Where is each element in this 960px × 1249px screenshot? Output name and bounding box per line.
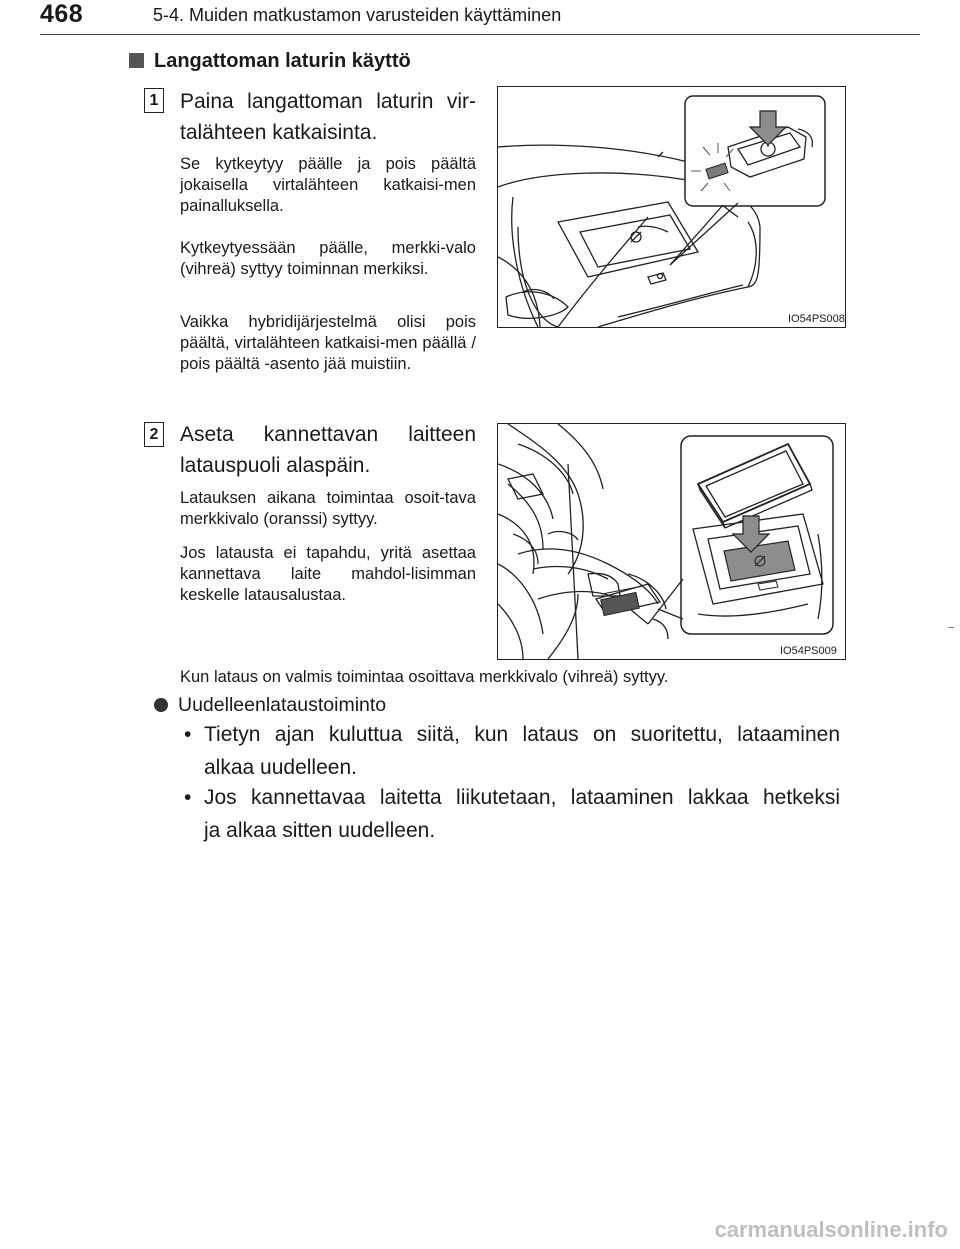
step-1-badge: 1 — [144, 88, 164, 113]
step-1-instruction-line-2: talähteen katkaisinta. — [180, 121, 378, 144]
figure-charger-switch — [497, 86, 846, 328]
step-2-instruction-line-1: Aseta kannettavan laitteen — [180, 423, 476, 446]
step-2-badge: 2 — [144, 422, 164, 447]
page-number: 468 — [40, 0, 84, 28]
step-2-note-1: Latauksen aikana toimintaa osoit-tava merkkivalo (oranssi) syttyy. — [180, 489, 476, 528]
figure-phone-placement — [497, 423, 846, 660]
step-1-note-2: Kytkeytyessään päälle, merkki-valo (vihreä) syttyy toiminnan merkiksi. — [180, 239, 476, 278]
step-1-note-3: Vaikka hybridijärjestelmä olisi pois päältä, virtalähteen katkaisi-men päällä / pois päältä -asento jää muistiin. — [180, 313, 476, 373]
bullet-marker: • — [184, 786, 192, 809]
recharge-item-1-line-2: alkaa uudelleen. — [204, 756, 357, 779]
section-title-text: Langattoman laturin käyttö — [154, 50, 411, 72]
chapter-title: 5-4. Muiden matkustamon varusteiden käyttäminen — [153, 5, 562, 25]
step-2-note-2: Jos latausta ei tapahdu, yritä asettaa kannettava laite mahdol-lisimman keskelle latausalustaa. — [180, 544, 476, 604]
recharge-item-1 — [184, 718, 840, 784]
recharge-item-2-line-1: Jos kannettavaa laitetta liikutetaan, lataaminen lakkaa hetkeksi — [204, 786, 840, 809]
recharge-item-2 — [184, 781, 840, 847]
round-bullet-icon — [154, 698, 168, 712]
step-1-instruction-line-1: Paina langattoman laturin vir- — [180, 90, 476, 113]
recharge-item-2-line-2: ja alkaa sitten uudelleen. — [204, 819, 436, 842]
recharge-heading-text: Uudelleenlataustoiminto — [178, 694, 387, 716]
figure-2-code: IO54PS009 — [780, 645, 837, 657]
recharge-heading — [154, 694, 386, 717]
step-1-note-1: Se kytkeytyy päälle ja pois päältä jokaisella virtalähteen katkaisi-men painalluksella. — [180, 155, 476, 215]
phone-placement-illustration — [498, 424, 845, 659]
square-bullet-icon — [129, 53, 144, 68]
header-divider — [40, 34, 920, 35]
watermark: carmanualsonline.info — [714, 1217, 948, 1242]
charger-switch-illustration — [498, 87, 845, 327]
margin-mark — [948, 627, 954, 628]
section-title — [129, 50, 411, 73]
recharge-item-1-line-1: Tietyn ajan kuluttua siitä, kun lataus on suoritettu, lataaminen — [204, 723, 840, 746]
bullet-marker: • — [184, 723, 192, 746]
figure-1-code: IO54PS008 — [788, 313, 845, 325]
step-2-instruction-line-2: latauspuoli alaspäin. — [180, 454, 371, 477]
completion-note: Kun lataus on valmis toimintaa osoittava merkkivalo (vihreä) syttyy. — [180, 668, 669, 686]
